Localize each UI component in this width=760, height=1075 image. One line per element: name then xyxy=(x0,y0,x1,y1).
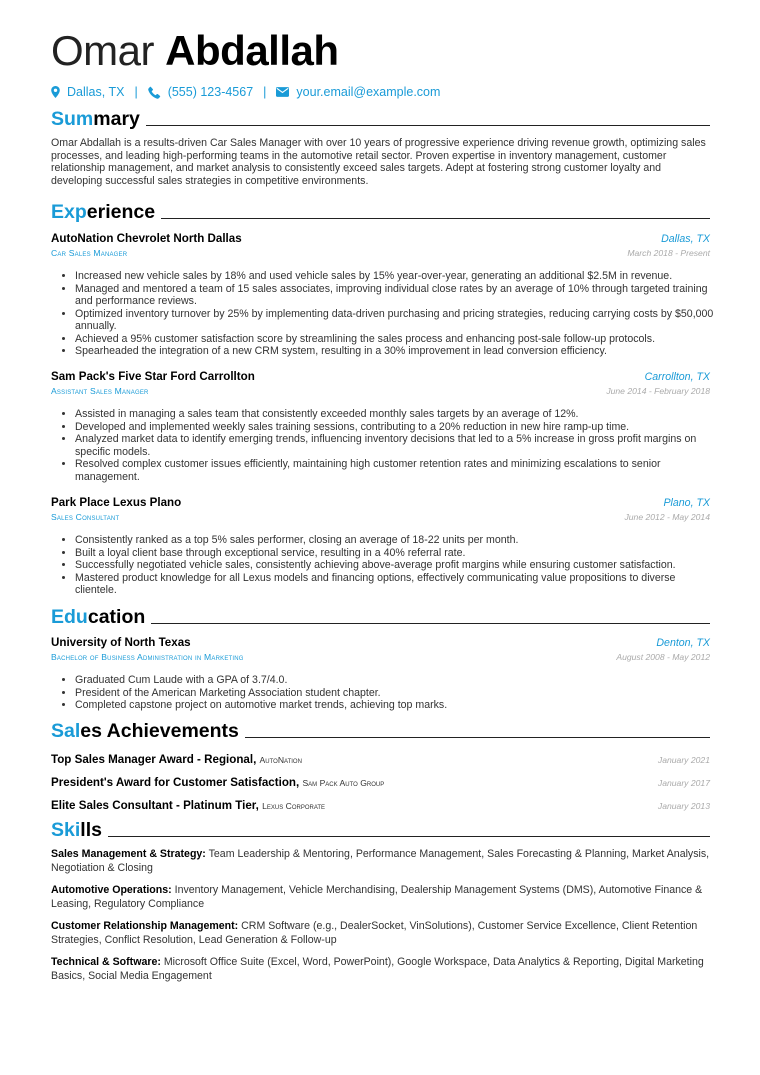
list-item: • Spearheaded the integration of a new CRM system, resulting in a 30% improvement in lead conversion efficiency. xyxy=(75,345,715,358)
list-item: • Consistently ranked as a top 5% sales performer, closing an average of 18-22 units per month. xyxy=(75,534,715,547)
skill-text: Inventory Management, Vehicle Merchandising, Dealership Management Systems (DMS), Automotive Finance & Leasing, Regulatory Compliance xyxy=(51,884,703,910)
list-item: • Successfully negotiated vehicle sales, consistently achieving above-average profit margins while ensuring customer satisfaction. xyxy=(75,559,715,572)
last-name: Abdallah xyxy=(165,27,339,74)
achievement-title: Elite Sales Consultant - Platinum Tier xyxy=(51,799,256,812)
education-dates: August 2008 - May 2012 xyxy=(616,652,710,662)
school-name: University of North Texas xyxy=(51,636,191,649)
achievement-row: President's Award for Customer Satisfaction, Sam Pack Auto Group January 2017 xyxy=(51,776,710,789)
job-bullets xyxy=(62,270,715,358)
achievements-title-rest: es Achievements xyxy=(80,720,239,742)
list-item: • Completed capstone project on automotive market trends, achieving top marks. xyxy=(75,699,715,712)
skill-text: CRM Software (e.g., DealerSocket, VinSolutions), Customer Service Excellence, Client Retention Strategies, Conflict Resolution, Lead Generation & Follow-up xyxy=(51,920,698,946)
job-bullets xyxy=(62,534,715,597)
location-item xyxy=(51,85,124,99)
education-title-accent: Edu xyxy=(51,606,88,628)
achievements-heading xyxy=(51,720,710,742)
summary-text: Omar Abdallah is a results-driven Car Sales Manager with over 10 years of progressive experience driving revenue growth, optimizing sales processes, and leading high-performing teams in the automotive retail sector. Proven expertise in inventory management, customer relationship management, and market analysis to consistently exceed sales targets. Adept at fostering strong customer loyalty and developing successful sales strategies in competitive environments. xyxy=(51,137,706,187)
summary-title-accent: Sum xyxy=(51,108,94,130)
list-item: • Managed and mentored a team of 15 sales associates, improving individual close rates by an average of 10% through targeted training and performance reviews. xyxy=(75,283,715,308)
education-subheader xyxy=(51,652,710,662)
job-subheader xyxy=(51,386,710,396)
job-role: Car Sales Manager xyxy=(51,248,128,258)
job-subheader xyxy=(51,512,710,522)
phone-icon xyxy=(148,86,161,99)
section-rule xyxy=(161,218,710,219)
achievement-org: AutoNation xyxy=(259,755,302,765)
skill-label: Automotive Operations: xyxy=(51,884,172,896)
list-item: • Analyzed market data to identify emerging trends, influencing inventory decisions that led to a 5% increase in gross profit margins on specific models. xyxy=(75,433,715,458)
section-rule xyxy=(151,623,710,624)
list-item: • Mastered product knowledge for all Lexus models and financing options, effectively communicating value propositions to diverse clientele. xyxy=(75,572,715,597)
achievement-date: January 2017 xyxy=(657,778,710,788)
map-marker-icon xyxy=(51,86,60,98)
experience-title-accent: Exp xyxy=(51,201,87,223)
summary-title-rest: mary xyxy=(93,108,140,130)
job-role: Assistant Sales Manager xyxy=(51,386,149,396)
skill-group xyxy=(51,847,710,875)
job-dates: June 2014 - February 2018 xyxy=(606,386,710,396)
education-bullets xyxy=(62,674,715,712)
experience-heading xyxy=(51,201,710,223)
list-item: • Assisted in managing a sales team that consistently exceeded monthly sales targets by an average of 12%. xyxy=(75,408,715,421)
list-item: • Developed and implemented weekly sales training sessions, contributing to a 20% reduction in new hire ramp-up time. xyxy=(75,421,715,434)
achievement-title: President's Award for Customer Satisfaction xyxy=(51,776,296,789)
section-rule xyxy=(108,836,710,837)
list-item: • President of the American Marketing Association student chapter. xyxy=(75,687,715,700)
education-title-rest: cation xyxy=(87,606,146,628)
email-text: your.email@example.com xyxy=(296,85,441,99)
list-item: • Graduated Cum Laude with a GPA of 3.7/4.0. xyxy=(75,674,715,687)
degree: Bachelor of Business Administration in Marketing xyxy=(51,652,244,662)
envelope-icon xyxy=(276,87,289,97)
skill-text: Microsoft Office Suite (Excel, Word, PowerPoint), Google Workspace, Data Analytics & Reporting, Digital Marketing Basics, Social Media Engagement xyxy=(51,956,704,982)
job-company: Sam Pack's Five Star Ford Carrollton xyxy=(51,370,255,383)
education-header xyxy=(51,636,710,649)
location-text: Dallas, TX xyxy=(67,85,125,99)
first-name: Omar xyxy=(51,27,154,74)
skill-label: Sales Management & Strategy: xyxy=(51,848,206,860)
achievement-org: Sam Pack Auto Group xyxy=(302,778,385,788)
contact-line xyxy=(51,85,440,99)
job-header xyxy=(51,496,710,509)
achievement-row: Elite Sales Consultant - Platinum Tier, Lexus Corporate January 2013 xyxy=(51,799,710,812)
job-company: AutoNation Chevrolet North Dallas xyxy=(51,232,242,245)
achievements-title-accent: Sal xyxy=(51,720,81,742)
job-location: Plano, TX xyxy=(663,497,710,509)
achievement-title: Top Sales Manager Award - Regional xyxy=(51,753,254,766)
job-subheader xyxy=(51,248,710,258)
skill-text: Team Leadership & Mentoring, Performance Management, Sales Forecasting & Planning, Market Analysis, Negotiation & Closing xyxy=(51,848,710,874)
job-dates: March 2018 - Present xyxy=(627,248,710,258)
contact-separator: | xyxy=(263,85,267,99)
phone-item[interactable] xyxy=(148,85,253,99)
education-heading xyxy=(51,606,710,628)
achievement-date: January 2021 xyxy=(657,755,710,765)
skills-title-accent: Ski xyxy=(51,819,81,841)
achievement-org: Lexus Corporate xyxy=(262,801,326,811)
summary-heading xyxy=(51,108,710,130)
list-item: • Optimized inventory turnover by 25% by implementing data-driven purchasing and pricing strategies, reducing carrying costs by $50,000 annually. xyxy=(75,308,715,333)
skill-label: Technical & Software: xyxy=(51,956,161,968)
contact-separator: | xyxy=(134,85,138,99)
list-item: • Increased new vehicle sales by 18% and used vehicle sales by 15% year-over-year, generating an additional $2.5M in revenue. xyxy=(75,270,715,283)
skills-title-rest: lls xyxy=(80,819,102,841)
job-role: Sales Consultant xyxy=(51,512,120,522)
phone-text: (555) 123-4567 xyxy=(167,85,254,99)
job-location: Dallas, TX xyxy=(661,233,710,245)
job-header xyxy=(51,232,710,245)
skill-group xyxy=(51,955,710,983)
list-item: • Resolved complex customer issues efficiently, maintaining high customer retention rates and minimizing escalations to senior management. xyxy=(75,458,715,483)
school-location: Denton, TX xyxy=(656,637,710,649)
skills-heading xyxy=(51,819,710,841)
section-rule xyxy=(245,737,710,738)
job-company: Park Place Lexus Plano xyxy=(51,496,182,509)
email-item[interactable] xyxy=(276,85,440,99)
list-item: • Built a loyal client base through exceptional service, resulting in a 40% referral rate. xyxy=(75,547,715,560)
achievement-row: Top Sales Manager Award - Regional, AutoNation January 2021 xyxy=(51,753,710,766)
job-header xyxy=(51,370,710,383)
experience-title-rest: erience xyxy=(86,201,156,223)
candidate-name xyxy=(51,26,339,76)
section-rule xyxy=(146,125,710,126)
job-dates: June 2012 - May 2014 xyxy=(624,512,710,522)
skill-label: Customer Relationship Management: xyxy=(51,920,239,932)
skill-group xyxy=(51,883,710,911)
skill-group xyxy=(51,919,710,947)
list-item: • Achieved a 95% customer satisfaction score by streamlining the sales process and enhancing post-sale follow-up protocols. xyxy=(75,333,715,346)
job-bullets xyxy=(62,408,715,483)
job-location: Carrollton, TX xyxy=(644,371,710,383)
achievement-date: January 2013 xyxy=(657,801,710,811)
